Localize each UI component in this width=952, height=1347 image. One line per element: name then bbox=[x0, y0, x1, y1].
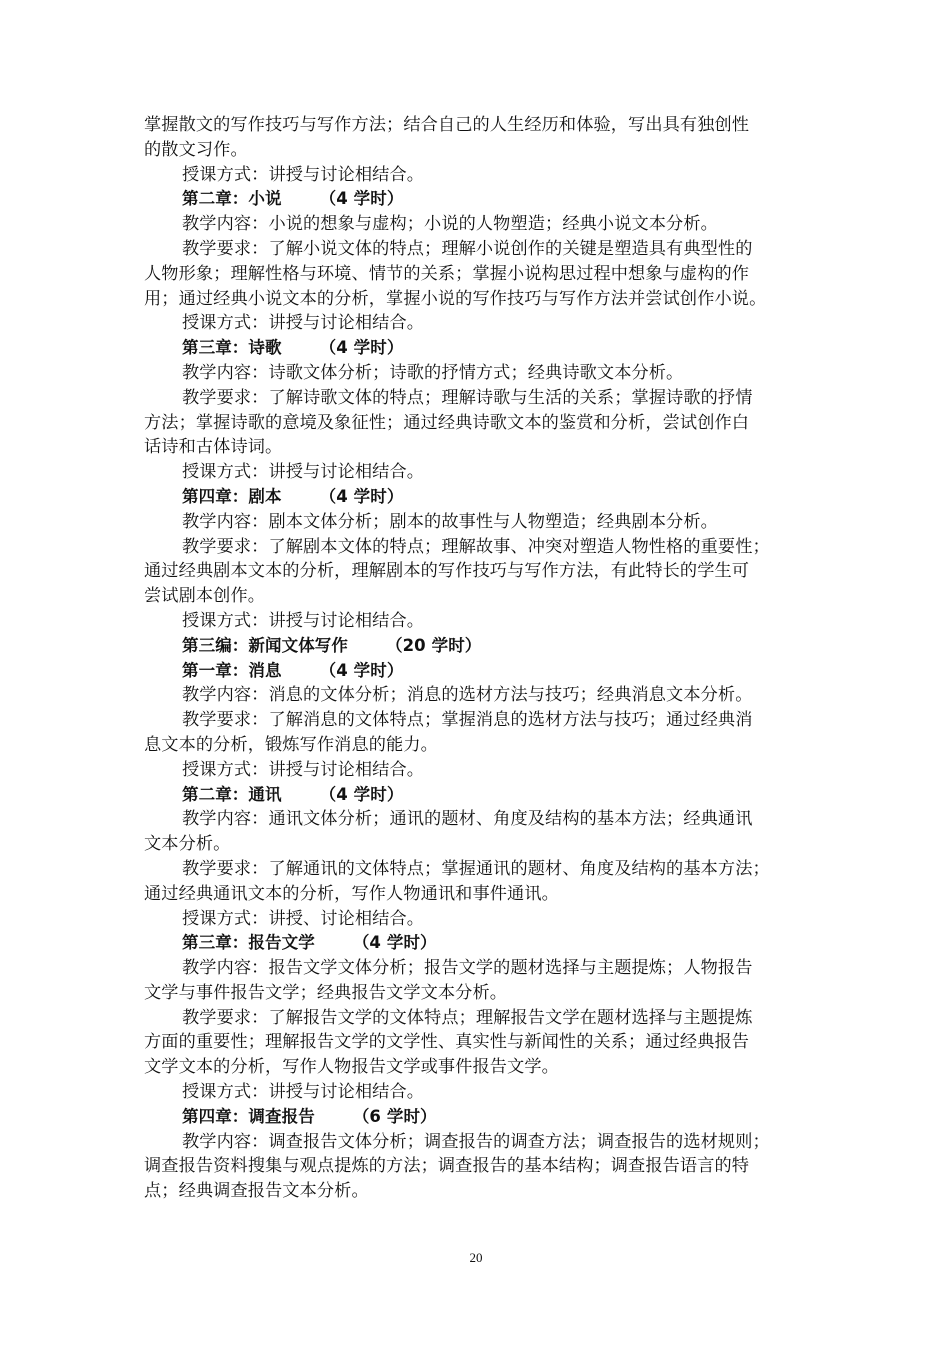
paragraph-line: 点；经典调查报告文本分析。 bbox=[144, 1181, 369, 1202]
paragraph-line: 方法；掌握诗歌的意境及象征性；通过经典诗歌文本的鉴赏和分析，尝试创作白 bbox=[144, 412, 750, 433]
section-heading bbox=[144, 931, 812, 956]
paragraph-line: 授课方式：讲授与讨论相结合。 bbox=[182, 313, 425, 334]
heading-title: 第四章：剧本 bbox=[182, 486, 282, 506]
heading-title: 第二章：通讯 bbox=[182, 784, 282, 804]
heading-hours: （4 学时） bbox=[319, 660, 404, 680]
paragraph-line: 通过经典剧本文本的分析，理解剧本的写作技巧与写作方法，有此特长的学生可 bbox=[144, 561, 750, 582]
paragraph-line: 方面的重要性；理解报告文学的文学性、真实性与新闻性的关系；通过经典报告 bbox=[144, 1032, 750, 1053]
paragraph-line: 授课方式：讲授与讨论相结合。 bbox=[182, 1082, 425, 1103]
paragraph-line: 教学内容：诗歌文体分析；诗歌的抒情方式；经典诗歌文本分析。 bbox=[182, 362, 684, 383]
heading-hours: （20 学时） bbox=[386, 635, 482, 655]
page-number: 20 bbox=[469, 1250, 483, 1265]
paragraph-line: 教学内容：报告文学文体分析；报告文学的题材选择与主题提炼；人物报告 bbox=[182, 958, 753, 979]
paragraph-line: 教学内容：小说的想象与虚构；小说的人物塑造；经典小说文本分析。 bbox=[182, 214, 718, 235]
heading-title: 第一章：消息 bbox=[182, 660, 282, 680]
heading-title: 第三章：报告文学 bbox=[182, 933, 315, 953]
paragraph-line: 文学文本的分析，写作人物报告文学或事件报告文学。 bbox=[144, 1057, 559, 1078]
paragraph-line: 人物形象；理解性格与环境、情节的关系；掌握小说构思过程中想象与虚构的作 bbox=[144, 263, 750, 284]
section-heading bbox=[144, 485, 812, 510]
heading-title: 第四章：调查报告 bbox=[182, 1106, 315, 1126]
paragraph-line: 文学与事件报告文学；经典报告文学文本分析。 bbox=[144, 982, 508, 1003]
heading-hours: （4 学时） bbox=[319, 784, 404, 804]
paragraph-line: 调查报告资料搜集与观点提炼的方法；调查报告的基本结构；调查报告语言的特 bbox=[144, 1156, 750, 1177]
paragraph-line: 的散文习作。 bbox=[144, 139, 248, 160]
paragraph-line: 授课方式：讲授与讨论相结合。 bbox=[182, 759, 425, 780]
paragraph-line: 尝试剧本创作。 bbox=[144, 586, 266, 607]
section-heading bbox=[144, 783, 812, 808]
heading-title: 第二章：小说 bbox=[182, 189, 282, 209]
document-body bbox=[144, 113, 812, 1204]
paragraph-line: 授课方式：讲授与讨论相结合。 bbox=[182, 164, 425, 185]
paragraph-line: 文本分析。 bbox=[144, 834, 231, 855]
heading-hours: （6 学时） bbox=[352, 1106, 437, 1126]
paragraph-line: 通过经典通讯文本的分析，写作人物通讯和事件通讯。 bbox=[144, 883, 559, 904]
paragraph-line: 话诗和古体诗词。 bbox=[144, 437, 283, 458]
paragraph-line: 授课方式：讲授与讨论相结合。 bbox=[182, 462, 425, 483]
section-heading bbox=[144, 187, 812, 212]
paragraph-line: 授课方式：讲授与讨论相结合。 bbox=[182, 610, 425, 631]
paragraph-line: 教学内容：消息的文体分析；消息的选材方法与技巧；经典消息文本分析。 bbox=[182, 685, 753, 706]
paragraph-line: 教学内容：通讯文体分析；通讯的题材、角度及结构的基本方法；经典通讯 bbox=[182, 809, 753, 830]
section-heading bbox=[144, 634, 812, 659]
heading-title: 第三编：新闻文体写作 bbox=[182, 635, 348, 655]
paragraph-line: 授课方式：讲授、讨论相结合。 bbox=[182, 908, 425, 929]
paragraph-line: 息文本的分析，锻炼写作消息的能力。 bbox=[144, 734, 438, 755]
section-heading bbox=[144, 659, 812, 684]
paragraph-line: 教学内容：调查报告文体分析；调查报告的调查方法；调查报告的选材规则； bbox=[182, 1131, 770, 1152]
paragraph-line: 教学要求：了解消息的文体特点；掌握消息的选材方法与技巧；通过经典消 bbox=[182, 710, 753, 731]
paragraph-line: 教学要求：了解剧本文体的特点；理解故事、冲突对塑造人物性格的重要性； bbox=[182, 536, 770, 557]
section-heading bbox=[144, 1105, 812, 1130]
heading-hours: （4 学时） bbox=[319, 486, 404, 506]
paragraph-line: 教学要求：了解小说文体的特点；理解小说创作的关键是塑造具有典型性的 bbox=[182, 238, 753, 259]
paragraph-line: 教学要求：了解报告文学的文体特点；理解报告文学在题材选择与主题提炼 bbox=[182, 1007, 753, 1028]
heading-hours: （4 学时） bbox=[319, 338, 404, 358]
section-heading bbox=[144, 336, 812, 361]
paragraph-line: 掌握散文的写作技巧与写作方法；结合自己的人生经历和体验，写出具有独创性 bbox=[144, 115, 750, 135]
paragraph-line: 用；通过经典小说文本的分析，掌握小说的写作技巧与写作方法并尝试创作小说。 bbox=[144, 288, 767, 309]
paragraph-line: 教学内容：剧本文体分析；剧本的故事性与人物塑造；经典剧本分析。 bbox=[182, 511, 718, 532]
paragraph-line: 教学要求：了解通讯的文体特点；掌握通讯的题材、角度及结构的基本方法； bbox=[182, 858, 770, 879]
heading-hours: （4 学时） bbox=[319, 189, 404, 209]
heading-hours: （4 学时） bbox=[352, 933, 437, 953]
heading-title: 第三章：诗歌 bbox=[182, 338, 282, 358]
paragraph-line: 教学要求：了解诗歌文体的特点；理解诗歌与生活的关系；掌握诗歌的抒情 bbox=[182, 387, 753, 408]
